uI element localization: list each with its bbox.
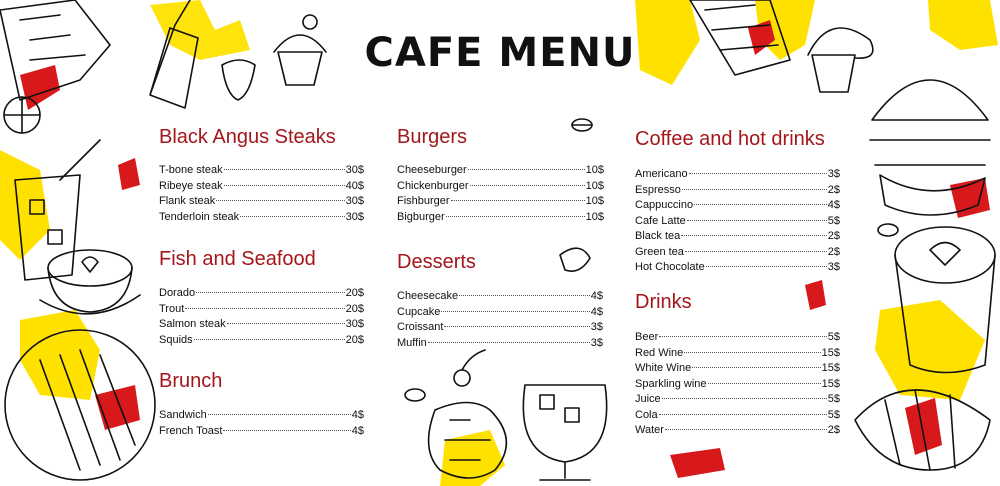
item-name: Cheeseburger [397, 164, 467, 176]
dot-leader [446, 216, 585, 217]
item-name: Cafe Latte [635, 214, 686, 227]
item-price: 4$ [590, 290, 603, 302]
dot-leader [681, 235, 827, 236]
item-price: 20$ [345, 302, 364, 315]
dot-leader [689, 173, 827, 174]
dot-leader [240, 216, 345, 217]
item-price: 20$ [345, 287, 364, 299]
list-item [397, 179, 604, 195]
item-price: 4$ [351, 409, 364, 421]
item-name: Cupcake [397, 305, 441, 318]
lemon-slice-icon [4, 97, 40, 133]
section-title-burgers: Burgers [397, 126, 468, 148]
list-item [635, 183, 840, 199]
item-price: 5$ [827, 393, 840, 405]
item-name: Red Wine [635, 346, 684, 359]
item-price: 2$ [827, 245, 840, 258]
list-item [635, 245, 840, 261]
list-item [159, 210, 364, 226]
dot-leader [687, 220, 827, 221]
dot-leader [682, 189, 827, 190]
dot-leader [706, 266, 827, 267]
dot-leader [451, 200, 585, 201]
item-price: 3$ [590, 321, 603, 333]
list-item [635, 330, 840, 346]
dot-leader [659, 336, 827, 337]
item-price: 10$ [585, 195, 604, 207]
list-item [159, 163, 364, 179]
item-name: Green tea [635, 245, 684, 258]
list-item [159, 302, 364, 318]
item-price: 30$ [345, 164, 364, 176]
dot-leader [708, 383, 821, 384]
item-name: Juice [635, 393, 661, 405]
item-name: Beer [635, 331, 659, 343]
item-list-burgers [397, 163, 604, 225]
item-name: Cola [635, 408, 658, 421]
dot-leader [662, 398, 827, 399]
item-list-brunch [159, 408, 364, 439]
dot-leader [196, 292, 345, 293]
list-item [635, 167, 840, 183]
item-price: 5$ [827, 214, 840, 227]
item-name: Trout [159, 302, 185, 315]
menu-title: CAFE MENU [364, 30, 636, 76]
item-price: 10$ [585, 164, 604, 176]
item-price: 30$ [345, 318, 364, 330]
item-name: Salmon steak [159, 318, 226, 330]
dot-leader [665, 429, 827, 430]
section-title-steaks: Black Angus Steaks [159, 126, 336, 148]
dot-leader [459, 295, 590, 296]
dot-leader [428, 342, 590, 343]
list-item [159, 179, 364, 195]
item-price: 30$ [345, 195, 364, 207]
nut-icon [560, 248, 590, 271]
item-name: Water [635, 424, 664, 436]
item-name: Sandwich [159, 409, 207, 421]
item-name: Americano [635, 168, 688, 180]
dot-leader [185, 308, 344, 309]
item-price: 30$ [345, 210, 364, 223]
item-price: 4$ [590, 305, 603, 318]
item-name: Ribeye steak [159, 179, 223, 192]
list-item [159, 194, 364, 210]
dot-leader [223, 430, 350, 431]
list-item [397, 336, 603, 352]
list-item [159, 408, 364, 424]
dot-leader [227, 323, 345, 324]
list-item [159, 424, 364, 440]
list-item [635, 198, 840, 214]
dot-leader [694, 204, 827, 205]
item-name: Croissant [397, 321, 444, 333]
list-item [635, 377, 840, 393]
item-list-steaks [159, 163, 364, 225]
item-price: 2$ [827, 230, 840, 242]
dot-leader [692, 367, 820, 368]
list-item [635, 214, 840, 230]
list-item [635, 392, 840, 408]
dot-leader [468, 169, 585, 170]
dot-leader [208, 414, 351, 415]
item-price: 15$ [821, 362, 840, 374]
dot-leader [194, 339, 345, 340]
list-item [635, 423, 840, 439]
list-item [397, 305, 603, 321]
item-price: 3$ [827, 261, 840, 273]
list-item [159, 333, 364, 349]
item-name: French Toast [159, 424, 223, 437]
list-item [635, 346, 840, 362]
item-price: 2$ [827, 183, 840, 196]
item-name: Tenderloin steak [159, 210, 240, 223]
item-list-fish [159, 286, 364, 348]
item-price: 5$ [827, 331, 840, 343]
item-price: 10$ [585, 179, 604, 192]
list-item [159, 317, 364, 333]
item-name: Bigburger [397, 210, 445, 223]
list-item [635, 229, 840, 245]
dot-leader [684, 352, 820, 353]
list-item [635, 408, 840, 424]
item-name: Chickenburger [397, 179, 469, 192]
item-name: White Wine [635, 362, 692, 374]
dot-leader [659, 414, 827, 415]
list-item [397, 320, 603, 336]
item-price: 15$ [821, 346, 840, 359]
item-list-drinks [635, 330, 840, 439]
dot-leader [685, 251, 827, 252]
item-price: 2$ [827, 424, 840, 436]
item-price: 5$ [827, 408, 840, 421]
dot-leader [444, 326, 589, 327]
dot-leader [441, 311, 589, 312]
item-name: Cappuccino [635, 199, 694, 211]
list-item [397, 194, 604, 210]
dot-leader [216, 200, 344, 201]
cherry-icon [454, 350, 485, 386]
item-name: Fishburger [397, 195, 450, 207]
section-title-drinks: Drinks [635, 291, 692, 313]
list-item [397, 210, 604, 226]
section-title-fish: Fish and Seafood [159, 248, 316, 270]
item-price: 40$ [345, 179, 364, 192]
list-item [159, 286, 364, 302]
item-price: 4$ [351, 424, 364, 437]
dot-leader [224, 185, 345, 186]
item-price: 3$ [590, 336, 603, 349]
item-name: Flank steak [159, 195, 216, 207]
dot-leader [470, 185, 585, 186]
croissant-icon [855, 390, 990, 470]
item-name: T-bone steak [159, 164, 223, 176]
dot-leader [224, 169, 345, 170]
item-name: Dorado [159, 287, 196, 299]
section-title-coffee: Coffee and hot drinks [635, 128, 825, 150]
item-name: Hot Chocolate [635, 261, 705, 273]
list-item [635, 260, 840, 276]
item-name: Espresso [635, 183, 681, 196]
grill-pan-icon [5, 330, 155, 480]
list-item [635, 361, 840, 377]
item-price: 3$ [827, 168, 840, 180]
item-price: 10$ [585, 210, 604, 223]
item-name: Sparkling wine [635, 377, 707, 390]
item-price: 15$ [821, 377, 840, 390]
item-name: Cheesecake [397, 290, 459, 302]
item-price: 20$ [345, 333, 364, 346]
section-title-desserts: Desserts [397, 251, 476, 273]
item-list-coffee [635, 167, 840, 276]
brandy-glass-icon [523, 385, 606, 480]
section-title-brunch: Brunch [159, 370, 223, 392]
burger-icon [870, 80, 990, 215]
list-item [397, 163, 604, 179]
item-name: Black tea [635, 230, 681, 242]
list-item [397, 289, 603, 305]
shrimp-icon [429, 403, 507, 479]
item-name: Muffin [397, 336, 427, 349]
item-name: Squids [159, 333, 193, 346]
item-list-desserts [397, 289, 603, 351]
item-price: 4$ [827, 199, 840, 211]
cocktail-glass-icon [15, 140, 100, 280]
latte-glass-icon [895, 227, 995, 373]
coffee-cup-icon [40, 250, 140, 314]
